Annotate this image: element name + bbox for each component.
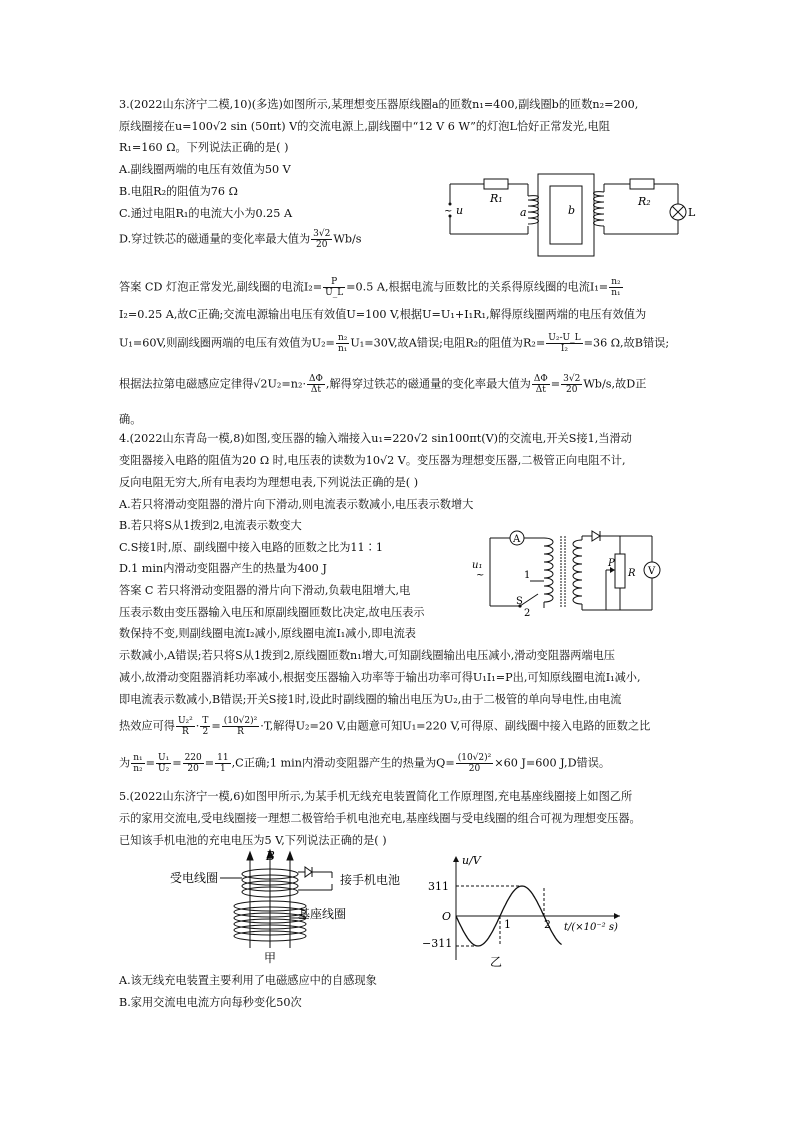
- ac-source-symbol: ~: [476, 570, 485, 581]
- q5-stem-line1: 5.(2022山东济宁一模,6)如图甲所示,为某手机无线充电装置简化工作原理图,充电基座线圈接上如图乙所: [119, 790, 633, 803]
- q4-answer-line4: 示数减小,A错误;若只将S从1拨到2,原线圈匝数n₁增大,可知副线圈输出电压减小,滑动变阻器两端电压: [119, 649, 615, 662]
- q3-option-b: B.电阻R₂的阻值为76 Ω: [119, 185, 238, 198]
- tap-1-label: 1: [524, 570, 531, 581]
- voltmeter-label: V: [648, 566, 656, 577]
- coil-a-label: a: [520, 206, 527, 219]
- u1-label: u₁: [472, 560, 483, 571]
- figure-caption-yi: 乙: [490, 955, 503, 969]
- q4-option-b: B.若只将S从1拨到2,电流表示数变大: [119, 519, 302, 532]
- tick-neg311: −311: [422, 937, 453, 950]
- q3-stem-line3: R₁=160 Ω。下列说法正确的是( ): [119, 141, 289, 154]
- fraction: $\frac{3√2}{20}$: [313, 229, 331, 250]
- q3-transformer-circuit: [442, 172, 704, 262]
- tick-1: 1: [504, 918, 511, 931]
- q4-answer-line8: 为 $\frac{\text{n₁}}{\text{n₂}}$ = $\frac{\text{U₁}}{\text{U₂}}$ = $\frac{220}{20}$ = $\frac{11}{1}$ ,C正确;1 min内滑动变阻器产生的热量为Q= $\frac{\text{(10√2)²}}{20}$ ×60 J=600 J,D错误。: [119, 753, 611, 774]
- q3-answer-line1: 答案 CD 灯泡正常发光,副线圈的电流I₂= $\frac{P}{U\_L}$ =0.5 A,根据电流与匝数比的关系得原线圈的电流I₁= $\frac{\text{n₂}}{\text{n₁}}$: [119, 277, 621, 298]
- q3-answer-line3: U₁=60V,则副线圈两端的电压有效值为U₂= $\frac{\text{n₂}}{\text{n₁}}$ U₁=30V,故A错误;电阻R₂的阻值为R₂= $\frac{\text{U₂-U\_L}}{\text{I₂}}$ =36 Ω,故B错误;: [119, 333, 670, 354]
- q3-option-a: A.副线圈两端的电压有效值为50 V: [119, 163, 291, 176]
- r1-label: R₁: [490, 192, 503, 205]
- q4-answer-line1: 答案 C 若只将滑动变阻器的滑片向下滑动,负载电阻增大,电: [119, 584, 411, 597]
- q4-stem-line3: 反向电阻无穷大,所有电表均为理想电表,下列说法正确的是( ): [119, 476, 419, 489]
- tick-2: 2: [544, 918, 551, 931]
- coil-b-label: b: [568, 204, 576, 217]
- rheostat-label: R: [628, 568, 636, 579]
- q4-option-a: A.若只将滑动变阻器的滑片向下滑动,则电流表示数减小,电压表示数增大: [119, 498, 474, 511]
- ac-source-symbol: ~: [444, 206, 453, 217]
- q3-option-d: D.穿过铁芯的磁通量的变化率最大值为 $\frac{3√2}{20}$ Wb/s: [119, 229, 362, 250]
- figure-jia-coils: [160, 848, 420, 968]
- q4-option-c: C.S接1时,原、副线圈中接入电路的匝数之比为11∶1: [119, 541, 383, 554]
- q3-option-c: C.通过电阻R₁的电流大小为0.25 A: [119, 207, 293, 220]
- q3-stem-line1: 3.(2022山东济宁二模,10)(多选)如图所示,某理想变压器原线圈a的匝数n₁=400,副线圈b的匝数n₂=200,: [119, 98, 639, 111]
- slider-label: P: [608, 558, 615, 569]
- base-coil-label: 基座线圈: [298, 907, 347, 921]
- q4-answer-line3: 数保持不变,则副线圈电流I₂减小,原线圈电流I₁减小,即电流表: [119, 627, 416, 640]
- x-axis-label: t/(×10⁻² s): [564, 922, 618, 933]
- y-axis-label: u/V: [462, 854, 481, 867]
- switch-label: S: [516, 596, 523, 607]
- u-label: u: [456, 204, 464, 217]
- q4-transformer-diode-circuit: [470, 526, 690, 618]
- q5-option-a: A.该无线充电装置主要利用了电磁感应中的自感现象: [119, 974, 377, 987]
- q4-stem-line2: 变阻器接入电路的阻值为20 Ω 时,电压表的读数为10√2 V。变压器为理想变压器,二极管正向电阻不计,: [119, 454, 626, 467]
- figure-yi-voltage-graph: [420, 850, 630, 970]
- tick-311: 311: [428, 880, 449, 893]
- q5-stem-line2: 示的家用交流电,受电线圈接一理想二极管给手机电池充电,基座线圈与受电线圈的组合可视为理想变压器。: [119, 812, 641, 825]
- q3-answer-line2: I₂=0.25 A,故C正确;交流电源输出电压有效值U=100 V,根据U=U₁+I₁R₁,解得原线圈两端的电压有效值为: [119, 308, 647, 321]
- q5-stem-line3: 已知该手机电池的充电电压为5 V,下列说法正确的是( ): [119, 834, 387, 847]
- q3-answer-line4: 根据法拉第电磁感应定律得√2U₂=n₂· $\frac{\Delta\Phi}{\Delta t}$ ,解得穿过铁芯的磁通量的变化率最大值为 $\frac{\Delta\Phi}{\Delta t}$ = $\frac{3√2}{20}$ Wb/s,故D正: [119, 374, 647, 395]
- figure-caption-jia: 甲: [264, 951, 277, 965]
- q4-answer-line5: 减小,故滑动变阻器消耗功率减小,根据变压器输入功率等于输出功率可得U₁I₁=P出,可知原线圈电流I₁减小,: [119, 671, 641, 684]
- b-field-label: B: [266, 849, 275, 863]
- tap-2-label: 2: [524, 608, 531, 618]
- q5-option-b: B.家用交流电电流方向每秒变化50次: [119, 996, 302, 1009]
- receiving-coil-label: 受电线圈: [170, 871, 219, 885]
- q4-answer-line6: 即电流表示数减小,B错误;开关S接1时,设此时副线圈的输出电压为U₂,由于二极管的单向导电性,由电流: [119, 693, 622, 706]
- ammeter-label: A: [513, 534, 521, 545]
- q3-answer-line5: 确。: [119, 413, 142, 426]
- origin-label: O: [442, 910, 452, 923]
- q4-answer-line2: 压表示数由变压器输入电压和原副线圈匝数比决定,故电压表示: [119, 606, 425, 619]
- phone-battery-label: 接手机电池: [340, 873, 401, 887]
- q4-answer-line7: 热效应可得 $\frac{\text{U₂²}}{R}$ · $\frac{T}{2}$ = $\frac{\text{(10√2)²}}{R}$ ·T,解得U₂=20 V,由题意可知U₁=220 V,可得原、副线圈中接入电路的匝数之比: [119, 716, 651, 737]
- lamp-label: L: [688, 206, 696, 219]
- q3-stem-line2: 原线圈接在u=100√2 sin (50πt) V的交流电源上,副线圈中“12 V 6 W”的灯泡L恰好正常发光,电阻: [119, 120, 610, 133]
- r2-label: R₂: [638, 195, 651, 208]
- q4-option-d: D.1 min内滑动变阻器产生的热量为400 J: [119, 562, 327, 575]
- q4-stem-line1: 4.(2022山东青岛一模,8)如图,变压器的输入端接入u₁=220√2 sin100πt(V)的交流电,开关S接1,当滑动: [119, 432, 632, 445]
